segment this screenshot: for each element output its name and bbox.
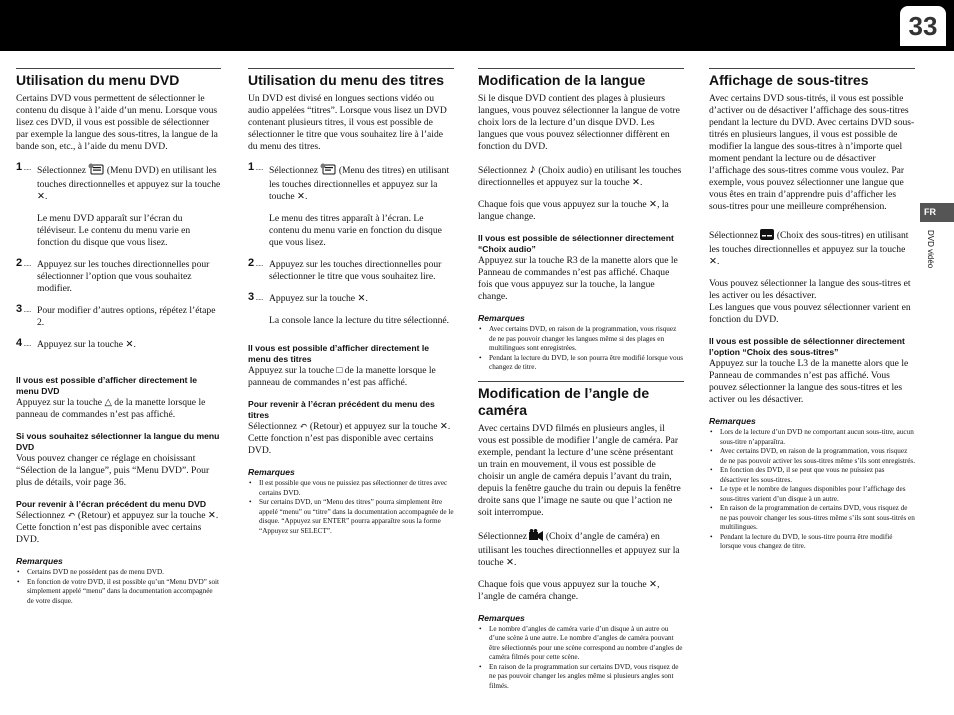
- language-tab: FR: [920, 203, 954, 222]
- intro-text: Avec certains DVD sous-titrés, il vous est possible d’activer ou de désactiver l’affichage des sous-titres pendant la lecture du DVD. Avec certains DVD sous-titrés en plusieurs langues, il vous est possible de modifier la langue des sous-titres à n’importe quel moment pendant la lecture ou de désactiver l’affichage des sous-titres comme vous voulez. Par exemple, vous pouvez sélectionner une langue que vous êtes en train d’apprendre puis d’afficher les sous-titres pour une meilleure compréhension.: [709, 93, 915, 212]
- body-text: Sélectionnez ↶ (Retour) et appuyez sur la touche ✕.: [248, 421, 451, 432]
- section-title: Utilisation du menu des titres: [248, 68, 454, 89]
- column-language: [478, 68, 684, 699]
- body-text: Vous pouvez changer ce réglage en choisissant “Sélection de la langue”, puis “Menu DVD”. Pour plus de détails, voir page 36.: [16, 453, 210, 488]
- subheading: Il vous est possible d’afficher directement le menu des titres: [248, 343, 430, 364]
- step-4: 4 ..... Appuyez sur la touche ✕.: [16, 337, 136, 350]
- step-text: Pour modifier d’autres options, répétez l’étape 2.: [37, 305, 216, 328]
- remark-item: • Pendant la lecture du DVD, le son pourra être modifié lorsque vous changez de titre.: [478, 354, 684, 373]
- remark-item: • Le nombre d’angles de caméra varie d’un disque à un autre ou d’une scène à une autre. Le nombre d’angles de caméra pouvant être sélectionnés pour une scène correspond au nombre d’angles de caméra filmés pour cette scène.: [478, 625, 684, 663]
- body-text: Cette fonction n’est pas disponible avec certains DVD.: [248, 433, 434, 456]
- step-2: 2 ..... Appuyez sur les touches directionnelles pour sélectionner l’option que vous souhaitez modifier.: [16, 257, 210, 294]
- step-3-note: La console lance la lecture du titre sélectionné.: [269, 315, 450, 326]
- subheading: Il vous est possible d’afficher directement le menu DVD: [16, 375, 198, 396]
- step-3: 3 ..... Appuyez sur la touche ✕.: [248, 291, 368, 304]
- remark-item: • En fonction des DVD, il se peut que vous ne puissiez pas désactiver les sous-titres.: [709, 466, 915, 485]
- remarks-list: [478, 325, 684, 373]
- body-text: Sélectionnez (Choix d’angle de caméra) en utilisant les touches directionnelles et appuyez sur la touche ✕.: [478, 530, 680, 568]
- return-icon: ↶: [299, 421, 308, 432]
- title-menu-icon: [320, 163, 336, 179]
- side-section-label: DVD vidéo: [926, 230, 935, 269]
- step-1-note: Le menu des titres apparaît à l’écran. Le contenu du menu varie en fonction du disque que vous lisez.: [269, 213, 442, 248]
- step-1-note: Le menu DVD apparaît sur l’écran du téléviseur. Le contenu du menu varie en fonction du disque que vous lisez.: [37, 213, 191, 248]
- body-text: Sélectionnez ♪ (Choix audio) en utilisant les touches directionnelles et appuyez sur la touche ✕.: [478, 161, 682, 188]
- body-text: Appuyez sur la touche □ de la manette lorsque le panneau de commandes n’est pas affiché.: [248, 365, 436, 388]
- remark-item: • Le type et le nombre de langues disponibles pour l’affichage des sous-titres varient d’un disque à un autre.: [709, 485, 915, 504]
- body-text: Appuyez sur la touche R3 de la manette alors que le Panneau de commandes n’est pas affiché. Chaque fois que vous appuyez sur la touche, la langue change.: [478, 255, 678, 302]
- subheading: Pour revenir à l’écran précédent du menu DVD: [16, 499, 207, 509]
- intro-text: Avec certains DVD filmés en plusieurs angles, il vous est possible de modifier l’angle de caméra. Par exemple, pendant la lecture d’une scène présentant un train en mouvement, il vous est possible de choisir un angle de caméra depuis l’avant du train, depuis la fenêtre gauche du train ou depuis la fenêtre droite sans que l’image ne saute ou que l’action ne soit interrompue.: [478, 422, 681, 518]
- body-text: Chaque fois que vous appuyez sur la touche ✕, l’angle de caméra change.: [478, 578, 660, 602]
- section-title: Affichage de sous-titres: [709, 68, 915, 89]
- remarks-heading: Remarques: [248, 467, 295, 477]
- remark-item: • En fonction de votre DVD, il est possible qu’un “Menu DVD” soit simplement appelé “menu” dans la documentation accompagnée de votre disque.: [16, 578, 221, 607]
- section-title: Modification de la langue: [478, 68, 684, 89]
- header-bar: [0, 0, 954, 51]
- audio-note-icon: ♪: [529, 161, 536, 176]
- dvd-menu-icon: [88, 163, 104, 179]
- section-title: Utilisation du menu DVD: [16, 68, 221, 89]
- remark-item: • Il est possible que vous ne puissiez pas sélectionner de titres avec certains DVD.: [248, 479, 454, 498]
- step-text: Appuyez sur la touche ✕.: [37, 339, 136, 350]
- remark-item: • Avec certains DVD, en raison de la programmation, vous risquez de ne pas pouvoir activer les sous-titres même s’ils sont enregistrés.: [709, 447, 915, 466]
- remark-item: • En raison de la programmation sur certains DVD, vous risquez de ne pas pouvoir changer les angles même si plusieurs angles sont filmés.: [478, 663, 684, 692]
- step-text: (Menu DVD) en utilisant les touches directionnelles et appuyez sur la touche ✕.: [37, 165, 221, 202]
- remark-item: • En raison de la programmation de certains DVD, vous risquez de ne pas pouvoir changer les sous-titres même s’ils sont sous-titrés en multilingues.: [709, 504, 915, 533]
- body-text: Sélectionnez (Choix des sous-titres) en utilisant les touches directionnelles et appuyez sur la touche ✕.: [709, 230, 909, 267]
- column-title-menu: [248, 68, 454, 544]
- square-button-icon: □: [336, 365, 343, 376]
- step-3: 3 ..... Pour modifier d’autres options, répétez l’étape 2.: [16, 303, 216, 328]
- remarks-list: [248, 479, 454, 536]
- subheading: Il vous est possible de sélectionner directement “Choix audio”: [478, 233, 674, 254]
- body-text: Chaque fois que vous appuyez sur la touche ✕, la langue change.: [478, 199, 669, 222]
- intro-text: Si le disque DVD contient des plages à plusieurs langues, vous pouvez sélectionner la langue de votre choix lors de la lecture d’un disque DVD. Les langues que vous pouvez sélectionner diffèrent en fonction du DVD.: [478, 93, 680, 152]
- remark-item: • Avec certains DVD, en raison de la programmation, vous risquez de ne pas pouvoir changer les langues même si des plages en multilingues sont enregistrées.: [478, 325, 684, 354]
- intro-text: Un DVD est divisé en longues sections vidéo ou audio appelées “titres”. Lorsque vous lisez un DVD contenant plusieurs titres, il vous est possible de sélectionner le titre que vous souhaitez lire à l’aide du menu des titres.: [248, 93, 447, 152]
- step-text: Appuyez sur les touches directionnelles pour sélectionner l’option que vous souhaitez modifier.: [37, 259, 210, 294]
- body-text: Appuyez sur la touche L3 de la manette alors que le Panneau de commandes n’est pas affiché. Vous pouvez sélectionner la langue des sous-titres et les activer ou les désactiver.: [709, 358, 909, 405]
- subheading: Il vous est possible de sélectionner directement l’option “Choix des sous-titres”: [709, 336, 905, 357]
- subheading: Si vous souhaitez sélectionner la langue du menu DVD: [16, 431, 220, 452]
- remark-item: • Pendant la lecture du DVD, le sous-titre pourra être modifié lorsque vous changez de titre.: [709, 533, 915, 552]
- remarks-list: [709, 428, 915, 552]
- step-1: 1 ..... Sélectionnez (Menu DVD) en utilisant les touches directionnelles et appuyez sur la touche ✕.: [16, 161, 221, 202]
- intro-text: Certains DVD vous permettent de sélectionner le contenu du disque à l’aide d’un menu. Lorsque vous lisez ces DVD, il vous est possible de sélectionner par exemple la langue des sous-titres, la langue de la bande son, etc., à l’aide du menu DVD.: [16, 93, 218, 152]
- body-text: Appuyez sur la touche △ de la manette lorsque le panneau de commandes n’est pas affiché.: [16, 397, 206, 420]
- remarks-heading: Remarques: [478, 313, 525, 323]
- triangle-button-icon: △: [104, 397, 112, 408]
- step-2: 2 ..... Appuyez sur les touches directionnelles pour sélectionner le titre que vous souhaitez lire.: [248, 257, 442, 282]
- remark-item: • Lors de la lecture d’un DVD ne comportant aucun sous-titre, aucun sous-titre n’apparaîtra.: [709, 428, 915, 447]
- return-icon: ↶: [67, 510, 76, 521]
- remark-item: • Certains DVD ne possèdent pas de menu DVD.: [16, 568, 221, 578]
- body-text: Vous pouvez sélectionner la langue des sous-titres et les activer ou les désactiver. Les langues que vous pouvez sélectionner varient en fonction du DVD.: [709, 278, 911, 325]
- section-title: Modification de l’angle de caméra: [478, 381, 684, 419]
- step-1: 1 ..... Sélectionnez (Menu des titres) en utilisant les touches directionnelles et appuyez sur la touche ✕.: [248, 161, 450, 202]
- body-text: Sélectionnez ↶ (Retour) et appuyez sur la touche ✕.: [16, 510, 219, 521]
- remarks-heading: Remarques: [709, 416, 756, 426]
- remark-item: • Sur certains DVD, un “Menu des titres” pourra simplement être appelé “menu” ou “titre” dans la documentation accompagnée de le disque. “Appuyez sur ENTER” pourra apparaître sous la forme “Appuyez sur SELECT”.: [248, 498, 454, 536]
- page-number: 33: [900, 6, 946, 46]
- step-text: Sélectionnez: [37, 165, 87, 176]
- camera-angle-icon: [529, 529, 543, 545]
- remarks-heading: Remarques: [16, 556, 63, 566]
- body-text: Cette fonction n’est pas disponible avec certains DVD.: [16, 522, 202, 545]
- remarks-list: [478, 625, 684, 692]
- column-dvd-menu: [16, 68, 221, 614]
- subtitle-icon: [760, 229, 774, 244]
- remarks-list: [16, 568, 221, 606]
- column-subtitles: [709, 68, 915, 560]
- remarks-heading: Remarques: [478, 612, 525, 623]
- subheading: Pour revenir à l’écran précédent du menu des titres: [248, 399, 435, 420]
